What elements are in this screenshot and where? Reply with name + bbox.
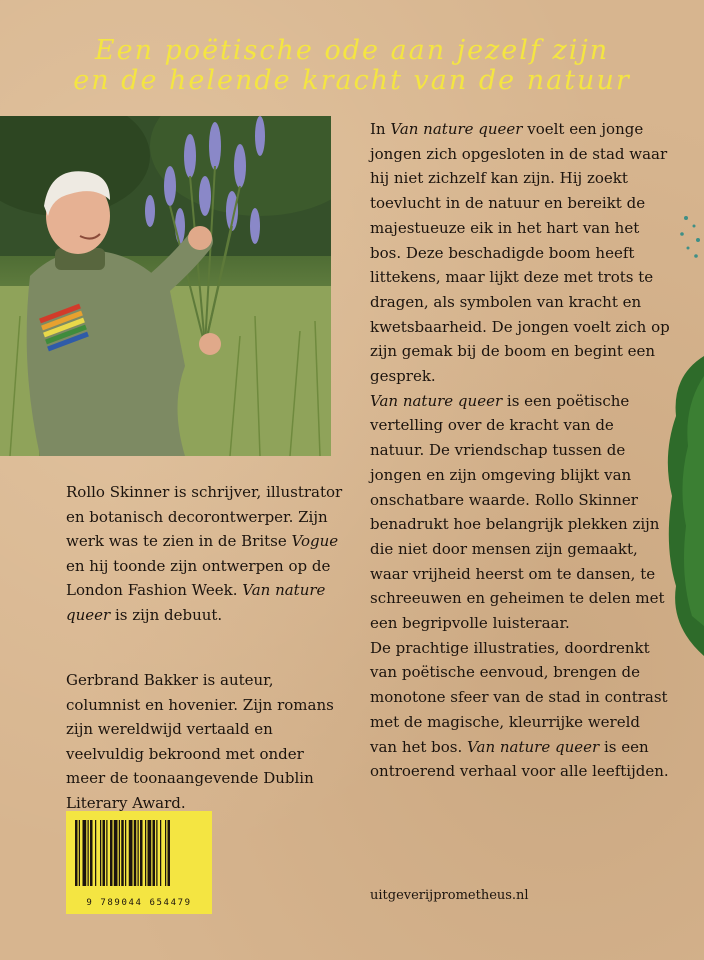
isbn-barcode — [66, 811, 212, 914]
tagline-line-1: Een poëtische ode aan jezelf zijn — [94, 35, 610, 66]
book-title: Van nature queer — [467, 737, 600, 756]
cover-tagline — [0, 36, 704, 96]
book-title: Van nature queer — [66, 581, 326, 624]
description-paragraph-1: In Van nature queer voelt een jonge jongen zich opgesloten in de stad waar hij niet zichzelf kan zijn. Hij zoekt toevlucht in de natuur en bereikt de majestueuze eik in het hart van het bos. Deze beschadigde boom heeft littekens, maar lijkt deze met trots te dragen, als symbolen van kracht en kwetsbaarheid. De jongen voelt zich op zijn gemak bij de boom en begint een gesprek. — [370, 120, 670, 386]
book-title: Van nature queer — [370, 391, 503, 410]
author-photo-illustration — [0, 116, 331, 456]
book-description — [370, 117, 670, 784]
magazine-title: Vogue — [291, 532, 339, 550]
book-title: Van nature queer — [390, 120, 523, 138]
isbn-number: 9 789044 654479 — [86, 898, 192, 908]
translator-bio: Gerbrand Bakker is auteur, columnist en hovenier. Zijn romans zijn wereldwijd vertaald en veelvuldig bekroond met onder meer de toonaangevende Dublin Literary Award. — [66, 671, 334, 812]
decorative-teal-marks-icon — [674, 208, 704, 268]
publisher-website: uitgeverijprometheus.nl — [370, 888, 529, 903]
description-paragraph-2: Van nature queer is een poëtische vertelling over de kracht van de natuur. De vriendschap tussen de jongen en zijn omgeving blijkt van onschatbare waarde. Rollo Skinner benadrukt hoe belangrijk plekken zijn die niet door mensen zijn gemaakt, waar vrijheid heerst om te dansen, te schreeuwen en geheimen te delen met een begripvolle luisteraar. — [370, 391, 665, 633]
barcode-icon — [75, 820, 203, 886]
tagline-line-2: en de helende kracht van de natuur — [73, 65, 631, 96]
author-photo — [0, 116, 331, 456]
decorative-foliage-icon — [662, 356, 704, 656]
description-paragraph-3: De prachtige illustraties, doordrenkt van poëtische eenvoud, brengen de monotone sfeer van de stad in contrast met de magische, kleurrijke wereld van het bos. Van nature queer is een ontroerend verhaal voor alle leeftijden. — [370, 638, 669, 781]
author-bio: Rollo Skinner is schrijver, illustrator en botanisch decorontwerper. Zijn werk was te zien in de Britse Vogue en hij toonde zijn ontwerpen op de London Fashion Week. Van nature queer is zijn debuut. — [66, 483, 343, 624]
